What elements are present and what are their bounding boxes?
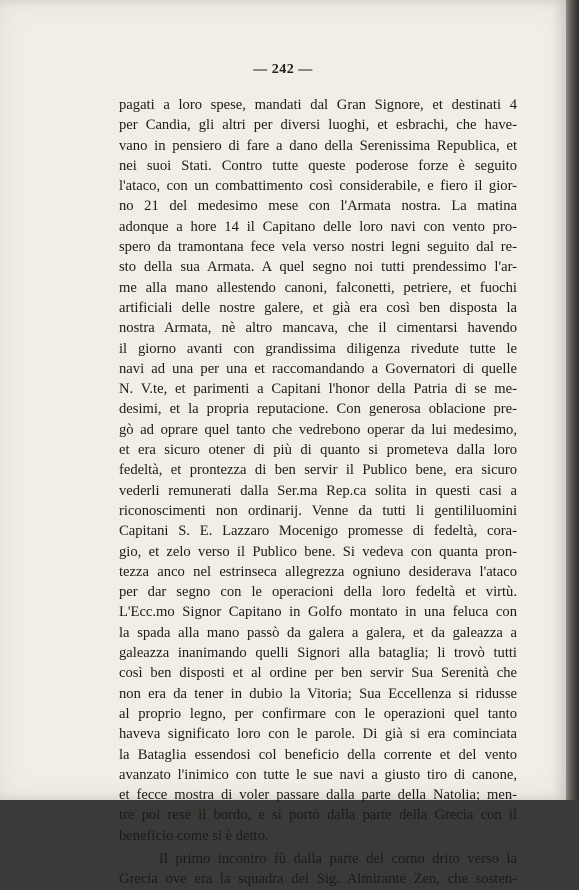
- text-line: avanzato l'inimico con tutte le sue navi a giusto tiro di canone,: [119, 766, 517, 783]
- text-line: per Candia, gli altri per diversi luoghi, et esbrachi, che have-: [119, 117, 517, 134]
- text-line: vederli remunerati dalla Ser.ma Rep.ca solita in questi casi a: [119, 482, 517, 499]
- text-line: così ben disposti et al ordine per ben servir Sua Serenità che: [119, 665, 517, 682]
- text-line: desimi, et la propria reputacione. Con generosa oblacione pre-: [119, 401, 517, 418]
- text-line: navi ad una per una et raccomandando a Governatori di quelle: [119, 360, 517, 377]
- text-line: l'ataco, con un combattimento così considerabile, e fiero il gior-: [119, 178, 517, 195]
- text-line: non era da tener in dubio la Vitoria; Sua Eccellenza si ridusse: [119, 685, 517, 702]
- text-line: galeazza inanimando quelli Signori alla bataglia; li trovò tutti: [119, 645, 517, 662]
- text-line: et fecce mostra di voler passare dalla parte della Natolia; men-: [119, 787, 517, 804]
- text-line: tre poi rese il bordo, e si portò dalla parte della Grecia con il: [119, 807, 517, 824]
- text-line: vano in pensiero di fare a dano della Serenissima Republica, et: [119, 137, 517, 154]
- text-line: la spada alla mano passò da galera a galera, et da galeazza a: [119, 624, 517, 641]
- text-line: gò ad oprare quel tanto che vedrebono operar da lui medesimo,: [119, 421, 517, 438]
- text-line: Capitani S. E. Lazzaro Mocenigo promesse di fedeltà, cora-: [119, 523, 517, 540]
- body-text: [119, 95, 517, 890]
- text-line: me alla mano allestendo canoni, falconetti, petriere, et fuochi: [119, 279, 517, 296]
- text-line: pagati a loro spese, mandati dal Gran Signore, et destinati 4: [119, 97, 517, 113]
- book-page-edge: [566, 0, 579, 800]
- text-line: nei suoi Stati. Contro tutte queste poderose forze è seguito: [119, 157, 517, 174]
- text-line: fedeltà, et prontezza di ben servir il Publico bene, era sicuro: [119, 462, 517, 479]
- text-line: L'Ecc.mo Signor Capitano in Golfo montato in una feluca con: [119, 604, 517, 621]
- text-line: la Bataglia essendosi col beneficio della corrente et del vento: [119, 746, 517, 763]
- text-line: et era sicuro otener di più di quanto si prometeva dalla loro: [119, 442, 517, 459]
- text-line: artificiali delle nostre galere, et già era così ben disposta la: [119, 299, 517, 316]
- paragraph-1: [119, 95, 517, 846]
- text-line: tezza anco nel estrinseca allegrezza ogniuno desiderava l'ataco: [119, 563, 517, 580]
- text-line: sto della sua Armata. A quel segno noi tutti prendessimo l'ar-: [119, 259, 517, 276]
- text-line: beneficio come si è detto.: [119, 827, 269, 844]
- paragraph-2: [119, 849, 517, 890]
- text-line: nostra Armata, nè altro mancava, che il cimentarsi havendo: [119, 320, 517, 337]
- text-line: riconoscimenti non ordinarij. Venne da tutti li gentililuomini: [119, 502, 517, 519]
- text-line: per dar segno con le operacioni della loro fedeltà et virtù.: [119, 584, 517, 601]
- page-number: — 242 —: [253, 62, 313, 77]
- text-line: gio, et zelo verso il Publico bene. Si vedeva con quanta pron-: [119, 543, 517, 560]
- text-line: Grecia ove era la squadra del Sig. Almirante Zen, che sosten-: [119, 871, 517, 888]
- text-line: al proprio legno, per confirmare con le operazioni quel tanto: [119, 705, 517, 722]
- text-line: N. V.te, et parimenti a Capitani l'honor della Patria di se me-: [119, 381, 517, 398]
- text-line: spero da tramontana fece vela verso nostri legni seguito dal re-: [119, 239, 517, 256]
- text-line: haveva significato loro con le parole. Di già si era cominciata: [119, 726, 517, 743]
- text-line: il giorno avanti con grandissima diligenza rivedute tutte le: [119, 340, 517, 357]
- text-line: no 21 del medesimo mese con l'Armata nostra. La matina: [119, 198, 517, 215]
- text-line: Il primo incontro fù dalla parte del corno drito verso la: [159, 850, 517, 867]
- text-line: adonque a hore 14 il Capitano delle loro navi con vento pro-: [119, 218, 517, 235]
